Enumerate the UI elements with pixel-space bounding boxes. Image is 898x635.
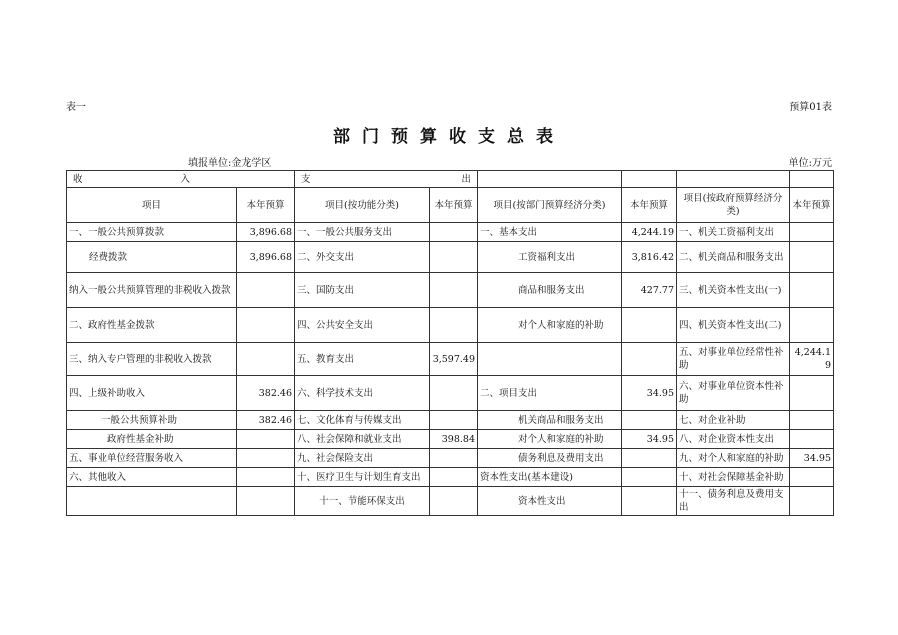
header-econ-item: 项目(按部门预算经济分类) <box>478 188 622 223</box>
header-item: 项目 <box>67 188 237 223</box>
header-gov-item: 项目(按政府预算经济分类) <box>677 188 790 223</box>
table-row: 一般公共预算补助 382.46 七、文化体育与传媒支出 机关商品和服务支出 七、对企业补助 <box>67 411 834 430</box>
table-row: 二、政府性基金拨款 四、公共安全支出 对个人和家庭的补助 四、机关资本性支出(二) <box>67 308 834 343</box>
table-row: 一、一般公共预算拨款 3,896.68 一、一般公共服务支出 一、基本支出 4,244.19 一、机关工资福利支出 <box>67 223 834 242</box>
table-row: 纳入一般公共预算管理的非税收入拨款 三、国防支出 商品和服务支出 427.77 三、机关资本性支出(一) <box>67 273 834 308</box>
table-row: 政府性基金补助 八、社会保障和就业支出 398.84 对个人和家庭的补助 34.95 八、对企业资本性支出 <box>67 430 834 449</box>
table-row: 六、其他收入 十、医疗卫生与计划生育支出 资本性支出(基本建设) 十、对社会保障基金补助 <box>67 468 834 487</box>
income-group-header: 收 入 <box>67 171 295 188</box>
header-budget: 本年预算 <box>790 188 834 223</box>
header-budget: 本年预算 <box>622 188 677 223</box>
header-budget: 本年预算 <box>237 188 295 223</box>
currency-unit: 单位:万元 <box>788 158 832 169</box>
table-row: 四、上级补助收入 382.46 六、科学技术支出 二、项目支出 34.95 六、对事业单位资本性补助 <box>67 376 834 411</box>
table-row: 五、事业单位经营服务收入 九、社会保险支出 债务利息及费用支出 九、对个人和家庭的补助 34.95 <box>67 449 834 468</box>
form-number: 预算01表 <box>789 102 832 113</box>
group-header-row <box>67 171 834 188</box>
column-header-row <box>67 188 834 223</box>
header-budget: 本年预算 <box>430 188 478 223</box>
table-row: 三、纳入专户管理的非税收入拨款 五、教育支出 3,597.49 五、对事业单位经常性补助 4,244.19 <box>67 343 834 376</box>
budget-summary-table <box>66 170 834 516</box>
header-func-item: 项目(按功能分类) <box>295 188 430 223</box>
table-row: 十一、节能环保支出 资本性支出 十一、债务利息及费用支出 <box>67 487 834 516</box>
table-number: 表一 <box>66 102 86 113</box>
expense-group-header: 支 出 <box>295 171 478 188</box>
filling-unit: 填报单位:金龙学区 <box>188 158 272 169</box>
page-title: 部门预算收支总表 <box>333 127 565 147</box>
table-row: 经费拨款 3,896.68 二、外交支出 工资福利支出 3,816.42 二、机关商品和服务支出 <box>67 242 834 273</box>
